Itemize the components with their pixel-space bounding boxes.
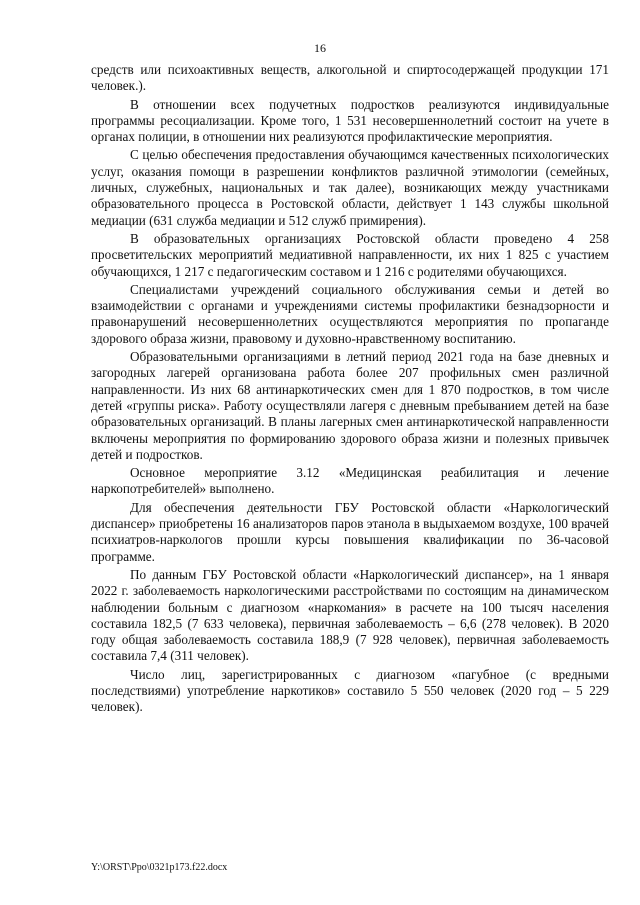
page-number: 16 [314,41,326,55]
footer-file-path: Y:\ORST\Ppo\0321p173.f22.docx [91,862,228,873]
paragraph: С целью обеспечения предоставления обучающимся качественных психологических услуг, оказания помощи в разрешении конфликтов различной этимологии (семейных, личных, служебных, национальных и так далее), возникающих между участниками образовательного процесса в Ростовской области, действует 1 143 службы школьной медиации (631 служба медиации и 512 служб примирения). [91,147,609,228]
document-body [91,62,609,718]
paragraph-continuation: средств или психоактивных веществ, алкогольной и спиртосодержащей продукции 171 человек.). [91,62,609,94]
paragraph: Основное мероприятие 3.12 «Медицинская реабилитация и лечение наркопотребителей» выполнено. [91,465,609,497]
paragraph: Специалистами учреждений социального обслуживания семьи и детей во взаимодействии с органами и учреждениями системы профилактики безнадзорности и правонарушений несовершеннолетних осуществляются мероприятия по пропаганде здорового образа жизни, правовому и духовно-нравственному воспитанию. [91,281,609,346]
paragraph: Число лиц, зарегистрированных с диагнозом «пагубное (с вредными последствиями) употребление наркотиков» составило 5 550 человек (2020 год – 5 229 человек). [91,666,609,715]
paragraph: Для обеспечения деятельности ГБУ Ростовской области «Наркологический диспансер» приобретены 16 анализаторов паров этанола в выдыхаемом воздухе, 100 врачей психиатров-наркологов прошли курсы повышения квалификации по 36-часовой программе. [91,499,609,564]
paragraph: В образовательных организациях Ростовской области проведено 4 258 просветительских мероприятий медиативной направленности, их них 1 825 с участием обучающихся, 1 217 с педагогическим составом и 1 216 с родителями обучающихся. [91,230,609,279]
paragraph: Образовательными организациями в летний период 2021 года на базе дневных и загородных лагерей организована работа более 207 профильных смен различной направленности. Из них 68 антинаркотических смен для 1 870 подростков, в том числе детей «группы риска». Работу осуществляли лагеря с дневным пребыванием детей на базе образовательных организаций. В планы лагерных смен антинаркотической направленности включены мероприятия по формированию здорового образа жизни и полезных привычек детей и подростков. [91,349,609,462]
paragraph: По данным ГБУ Ростовской области «Наркологический диспансер», на 1 января 2022 г. заболеваемость наркологическими расстройствами по состоящим на динамическом наблюдении больным с диагнозом «наркомания» в расчете на 100 тысяч населения составила 182,5 (7 633 человека), первичная заболеваемость – 6,6 (278 человек). В 2020 году общая заболеваемость составила 188,9 (7 928 человек), первичная заболеваемость составила 7,4 (311 человек). [91,566,609,664]
paragraph: В отношении всех подучетных подростков реализуются индивидуальные программы ресоциализации. Кроме того, 1 531 несовершеннолетний состоит на учете в органах полиции, в отношении них реализуются профилактические мероприятия. [91,96,609,145]
